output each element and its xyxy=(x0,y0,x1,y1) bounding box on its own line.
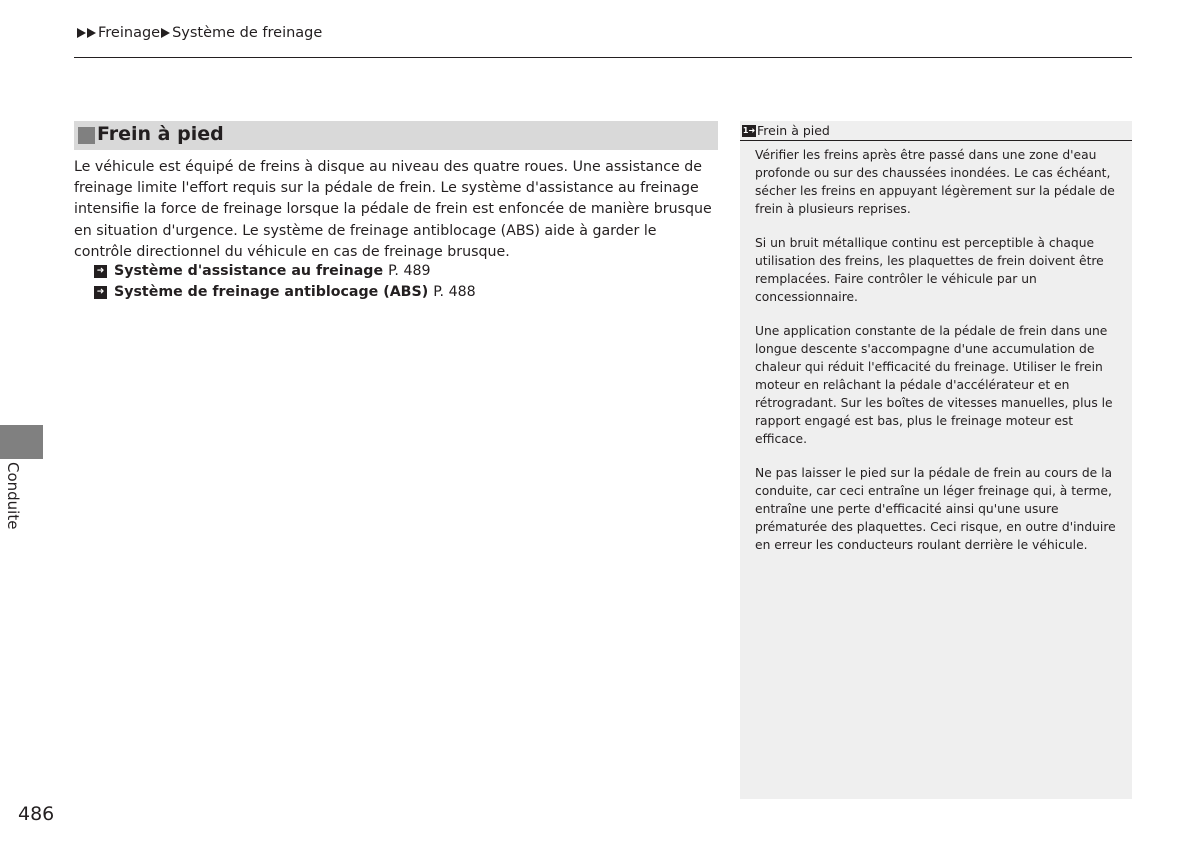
breadcrumb-current-page: Système de freinage xyxy=(172,25,323,41)
reference-title: Système de freinage antiblocage (ABS) xyxy=(114,284,429,300)
section-header xyxy=(74,121,718,150)
side-note-paragraph: Une application constante de la pédale de frein dans une longue descente s'accompagne d'une accumulation de chaleur qui réduit l'efficacité du freinage. Utiliser le frein moteur en relâchant la pédale d'accélérateur et en rétrogradant. Sur les boîtes de vitesses manuelles, plus le rapport engagé est bas, plus le freinage moteur est efficace. xyxy=(755,324,1113,446)
breadcrumb-arrow-icon xyxy=(77,28,86,38)
section-body-text: Le véhicule est équipé de freins à disque au niveau des quatre roues. Une assistance de freinage limite l'effort requis sur la pédale de frein. Le système d'assistance au freinage intensifie la force de freinage lorsque la pédale de frein est enfoncée de manière brusque en situation d'urgence. Le système de freinage antiblocage (ABS) aide à garder le contrôle directionnel du véhicule en cas de freinage brusque. xyxy=(74,159,712,260)
section-square-icon xyxy=(78,127,95,144)
side-note-heading xyxy=(740,121,1132,141)
page-number: 486 xyxy=(18,803,55,825)
side-note-heading-text: Frein à pied xyxy=(757,123,830,138)
breadcrumb-arrow-icon xyxy=(87,28,96,38)
header-divider xyxy=(74,57,1132,58)
side-note-body xyxy=(755,146,1125,570)
side-note-paragraph: Ne pas laisser le pied sur la pédale de frein au cours de la conduite, car ceci entraîne un léger freinage qui, à terme, entraîne une perte d'efficacité ainsi qu'une usure prématurée des plaquettes. Ceci risque, en outre d'induire en erreur les conducteurs roulant derrière le véhicule. xyxy=(755,466,1116,552)
reference-link-abs[interactable] xyxy=(94,284,476,300)
side-note-panel xyxy=(740,121,1132,799)
reference-link-brake-assist[interactable] xyxy=(94,263,431,279)
breadcrumb-arrow-icon xyxy=(161,28,170,38)
side-note-number-badge: 1➜ xyxy=(742,125,756,135)
chapter-tab-label: Conduite xyxy=(4,462,22,530)
cross-reference-arrow-icon: ➜ xyxy=(94,286,107,299)
side-note-paragraph: Si un bruit métallique continu est perceptible à chaque utilisation des freins, les plaquettes de frein doivent être remplacées. Faire contrôler le véhicule par un concessionnaire. xyxy=(755,236,1104,304)
reference-title: Système d'assistance au freinage xyxy=(114,263,384,279)
cross-reference-arrow-icon: ➜ xyxy=(94,265,107,278)
reference-page: P. 488 xyxy=(433,284,476,300)
section-title: Frein à pied xyxy=(97,123,224,145)
breadcrumb-link-freinage[interactable]: Freinage xyxy=(98,25,161,41)
breadcrumb xyxy=(77,25,322,41)
chapter-tab-marker xyxy=(0,425,43,459)
side-note-paragraph: Vérifier les freins après être passé dans une zone d'eau profonde ou sur des chaussées inondées. Le cas échéant, sécher les freins en appuyant légèrement sur la pédale de frein à plusieurs reprises. xyxy=(755,148,1115,216)
reference-page: P. 489 xyxy=(388,263,431,279)
